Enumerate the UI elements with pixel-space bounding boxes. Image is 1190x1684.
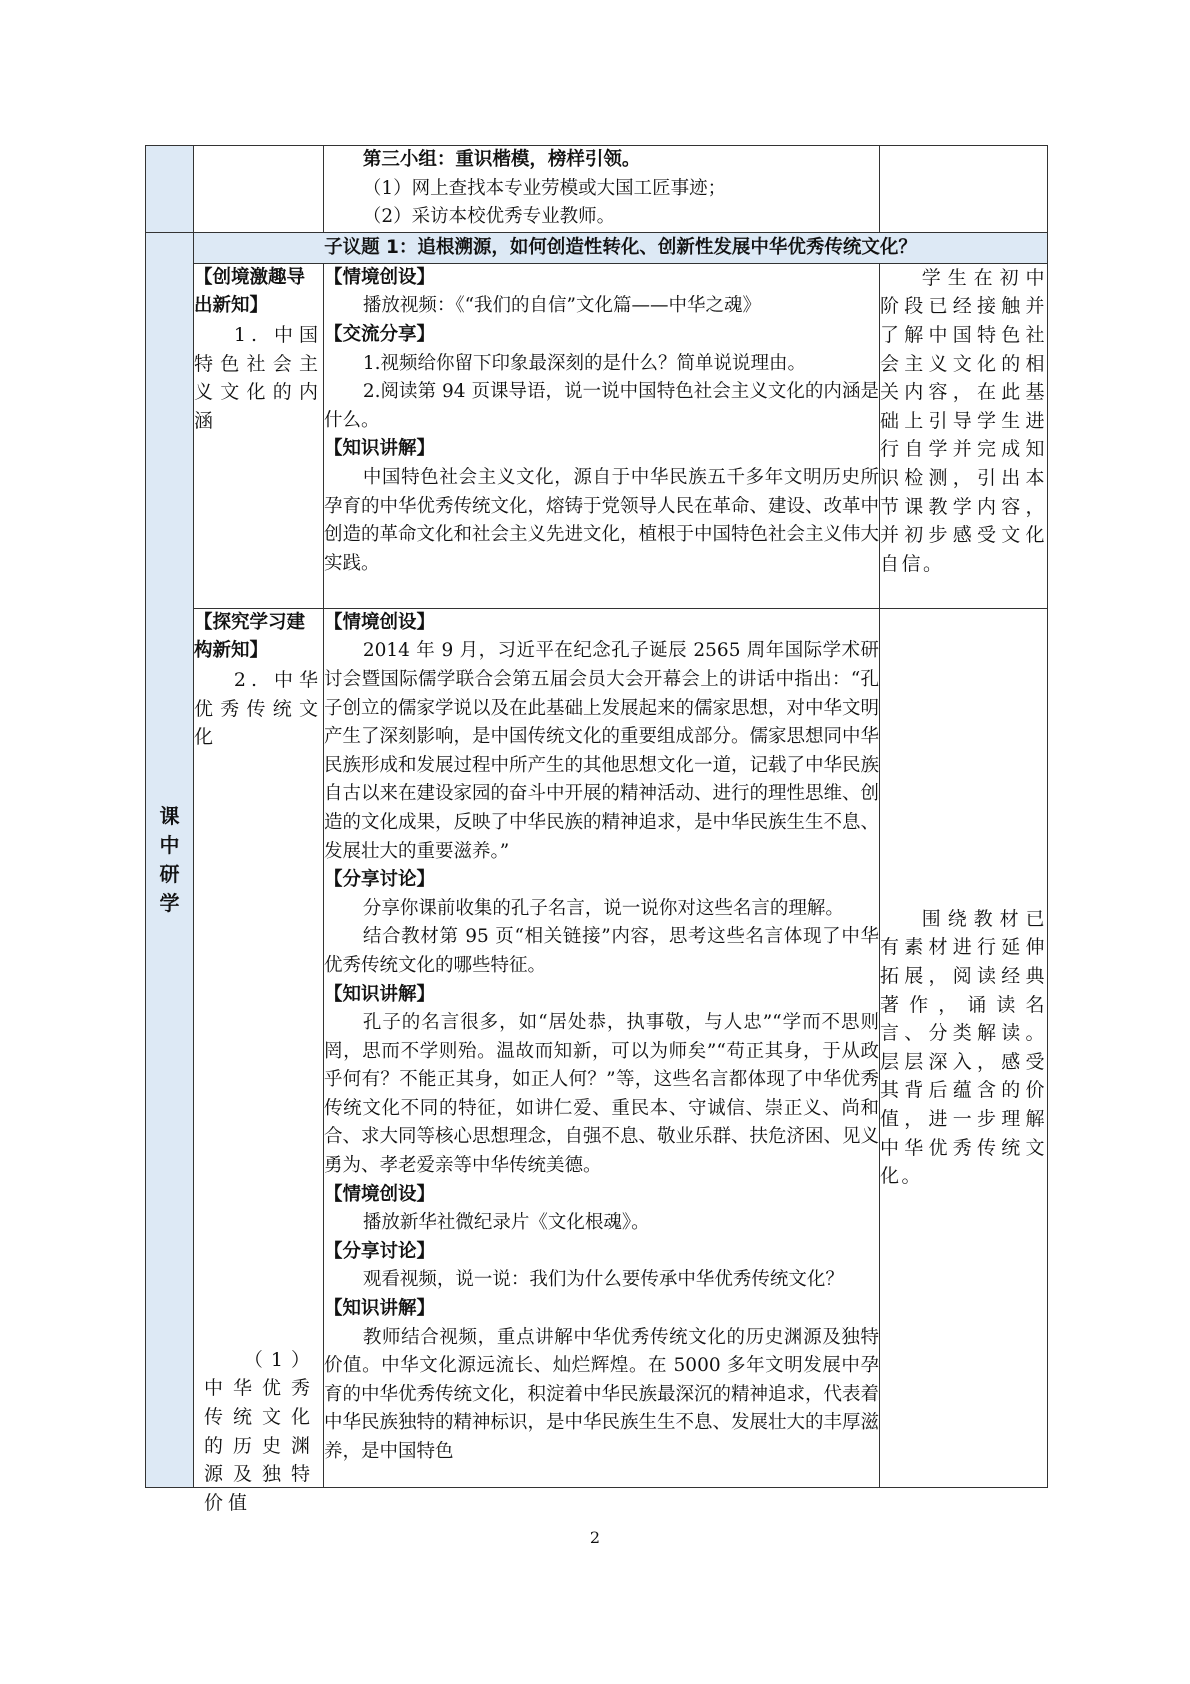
- page-number: 2: [589, 1528, 601, 1547]
- section-2-discuss-text-3: 观看视频，说一说：我们为什么要传承中华优秀传统文化？: [362, 1269, 844, 1291]
- section-1-heading-share: 【交流分享】: [324, 323, 436, 345]
- section-1-note-cell: [880, 263, 1048, 608]
- section-1-step-title: 【创境激趣导出新知】: [194, 266, 306, 317]
- section-2-heading-knowledge-2: 【知识讲解】: [324, 1298, 436, 1320]
- phase-cell: [146, 232, 194, 1487]
- section-2-heading-discuss: 【分享讨论】: [324, 869, 436, 891]
- section-1-note: 学生在初中阶段已经接触并了解中国特色社会主义文化的相关内容，在此基础上引导学生进行自学并完成知识检测，引出本节课教学内容，并初步感受文化自信。: [880, 266, 1047, 575]
- section-1-situation-text: 播放视频：《“我们的自信”文化篇——中华之魂》: [362, 295, 762, 317]
- section-2-heading-situation: 【情境创设】: [324, 611, 436, 633]
- section-2-step-sub-2: （1）中华优秀传统文化的历史渊源及独特价值: [204, 1348, 315, 1514]
- section-2-row: [146, 608, 1048, 1487]
- table-row-group-task: [146, 146, 1048, 233]
- section-2-heading-situation-2: 【情境创设】: [324, 1183, 436, 1205]
- phase-label: 课中研学: [159, 803, 180, 915]
- step-cell-empty: [194, 146, 324, 233]
- phase-cell-empty: [146, 146, 194, 233]
- group-item-1: （1）网上查找本专业劳模或大国工匠事迹；: [362, 177, 727, 199]
- section-2-discuss-text-2: 结合教材第 95 页“相关链接”内容，思考这些名言体现了中华优秀传统文化的哪些特征。: [324, 926, 879, 976]
- section-1-share-q2: 2.阅读第 94 页课导语，说一说中国特色社会主义文化的内涵是什么。: [324, 381, 879, 431]
- section-1-share-q1: 1.视频给你留下印象最深刻的是什么？简单说说理由。: [362, 352, 806, 374]
- section-1-heading-knowledge: 【知识讲解】: [324, 438, 436, 460]
- note-cell-empty: [880, 146, 1048, 233]
- section-2-step-title: 【探究学习建构新知】: [194, 611, 306, 662]
- section-1-knowledge-text: 中国特色社会主义文化，源自于中华民族五千多年文明历史所孕育的中华优秀传统文化，熔铸于党领导人民在革命、建设、改革中创造的革命文化和社会主义先进文化，植根于中国特色社会主义伟大实践。: [324, 466, 880, 574]
- section-1-heading-situation: 【情境创设】: [324, 266, 436, 288]
- topic-header-row: [146, 232, 1048, 263]
- section-2-heading-knowledge: 【知识讲解】: [324, 983, 436, 1005]
- section-2-step-sub: 2. 中华优秀传统文化: [194, 668, 323, 749]
- section-1-step-sub: 1. 中国特色社会主义文化的内涵: [194, 323, 323, 432]
- section-1-step-cell: [194, 263, 324, 608]
- section-2-note: 围绕教材已有素材进行延伸拓展，阅读经典著作，诵读名言、分类解读。层层深入，感受其背后蕴含的价值，进一步理解中华优秀传统文化。: [880, 907, 1047, 1188]
- section-2-note-cell: [880, 608, 1048, 1487]
- group-title: 第三小组：重识楷模，榜样引领。: [362, 149, 641, 170]
- section-1-row: [146, 263, 1048, 608]
- topic-header: 子议题 1：追根溯源，如何创造性转化、创新性发展中华优秀传统文化？: [194, 232, 1048, 263]
- group-task-cell: [324, 146, 880, 233]
- group-item-2: （2）采访本校优秀专业教师。: [362, 206, 616, 228]
- section-2-step-cell: [194, 608, 324, 1514]
- lesson-plan-table: [145, 145, 1048, 1514]
- section-2-body-cell: [324, 608, 880, 1487]
- section-2-discuss-text-1: 分享你课前收集的孔子名言，说一说你对这些名言的理解。: [362, 897, 844, 919]
- section-2-knowledge-text: 孔子的名言很多，如“居处恭，执事敬，与人忠”“学而不思则罔，思而不学则殆。温故而知新，可以为师矣”“苟正其身，于从政乎何有？不能正其身，如正人何？”等，这些名言都体现了中华优秀传统文化不同的特征，如讲仁爱、重民本、守诚信、崇正义、尚和合、求大同等核心思想理念，自强不息、敬业乐群、扶危济困、见义勇为、孝老爱亲等中华传统美德。: [324, 1012, 880, 1177]
- section-2-situation-text: 2014 年 9 月，习近平在纪念孔子诞辰 2565 周年国际学术研讨会暨国际儒学联合会第五届会员大会开幕会上的讲话中指出：“孔子创立的儒家学说以及在此基础上发展起来的儒家思想，对中华文明产生了深刻影响，是中国传统文化的重要组成部分。儒家思想同中华民族形成和发展过程中所产生的其他思想文化一道，记载了中华民族自古以来在建设家园的奋斗中开展的精神活动、进行的理性思维、创造的文化成果，反映了中华民族的精神追求，是中华民族生生不息、发展壮大的重要滋养。”: [324, 640, 880, 862]
- section-2-heading-discuss-2: 【分享讨论】: [324, 1240, 436, 1262]
- section-2-knowledge-text-2: 教师结合视频，重点讲解中华优秀传统文化的历史渊源及独特价值。中华文化源远流长、灿烂辉煌。在 5000 多年文明发展中孕育的中华优秀传统文化，积淀着中华民族最深沉的精神追求，代表着中华民族独特的精神标识，是中华民族生生不息、发展壮大的丰厚滋养，是中国特色: [324, 1326, 880, 1462]
- section-2-situation-text-2: 播放新华社微纪录片《文化根魂》。: [362, 1212, 650, 1234]
- section-1-body-cell: [324, 263, 880, 608]
